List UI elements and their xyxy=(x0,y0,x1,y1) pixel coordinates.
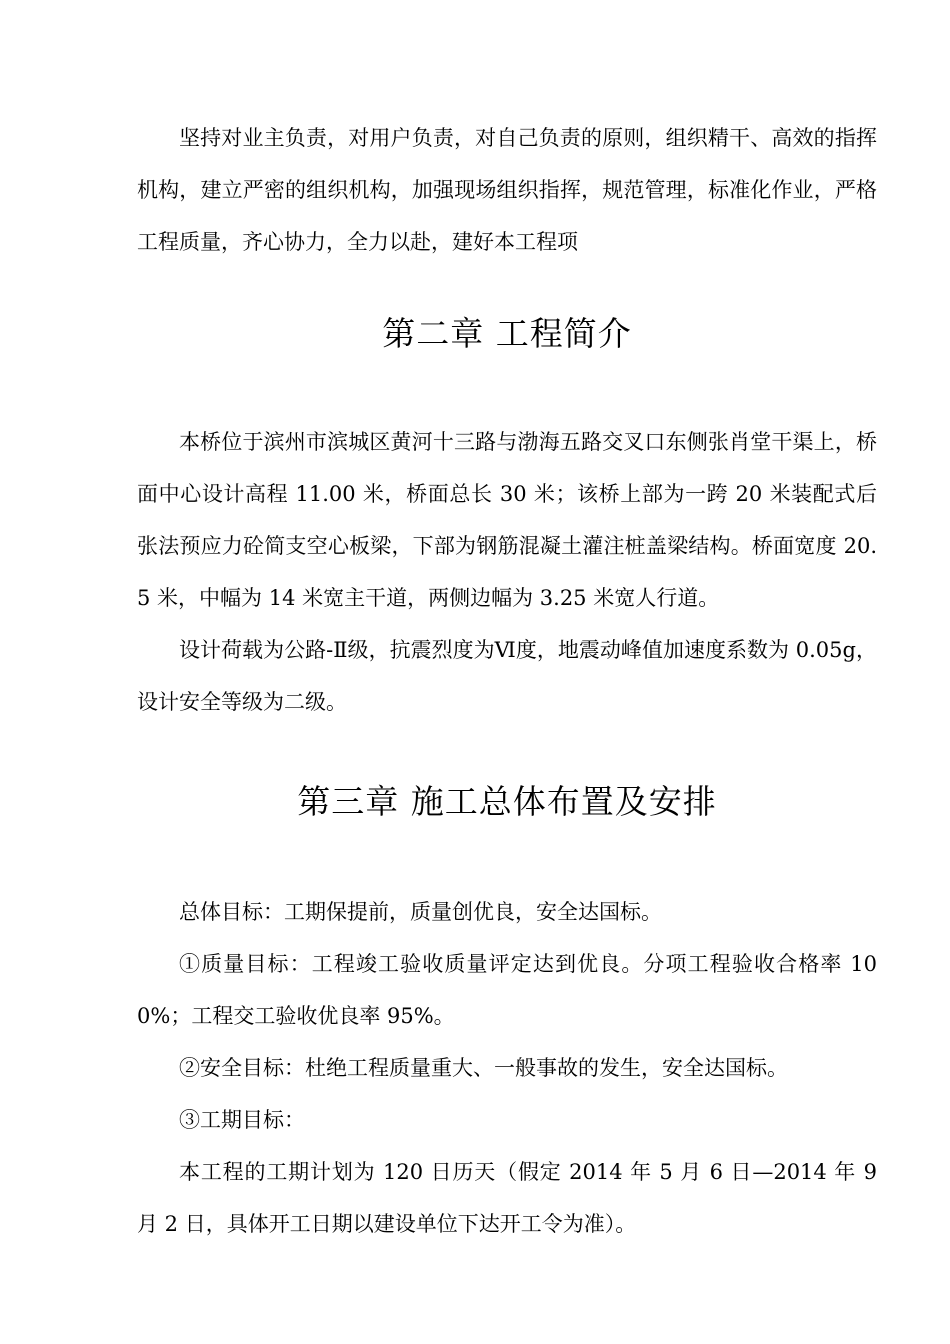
bridge-description-paragraph: 本桥位于滨州市滨城区黄河十三路与渤海五路交叉口东侧张肖堂干渠上，桥面中心设计高程 11.00 米，桥面总长 30 米；该桥上部为一跨 20 米装配式后张法预应力砼简支空心板梁，下部为钢筋混凝土灌注桩盖梁结构。桥面宽度 20.5 米，中幅为 14 米宽主干道，两侧边幅为 3.25 米宽人行道。 xyxy=(137,430,877,610)
intro-paragraph: 坚持对业主负责，对用户负责，对自己负责的原则，组织精干、高效的指挥机构，建立严密的组织机构，加强现场组织指挥，规范管理，标准化作业，严格工程质量，齐心协力，全力以赴，建好本工程项 xyxy=(137,126,877,254)
chapter-3-heading: 第三章 施工总体布置及安排 xyxy=(297,782,717,821)
document-body xyxy=(137,112,877,1250)
design-load-paragraph: 设计荷载为公路-Ⅱ级，抗震烈度为Ⅵ度，地震动峰值加速度系数为 0.05g，设计安全等级为二级。 xyxy=(137,638,877,714)
schedule-goal-heading: ③工期目标： xyxy=(179,1108,305,1132)
overall-goal-paragraph: 总体目标：工期保提前，质量创优良，安全达国标。 xyxy=(179,900,662,924)
chapter-2-heading: 第二章 工程简介 xyxy=(382,314,632,353)
quality-goal-paragraph: ①质量目标：工程竣工验收质量评定达到优良。分项工程验收合格率 100%；工程交工验收优良率 95%。 xyxy=(137,952,877,1028)
safety-goal-paragraph: ②安全目标：杜绝工程质量重大、一般事故的发生，安全达国标。 xyxy=(179,1056,788,1080)
schedule-detail-paragraph: 本工程的工期计划为 120 日历天（假定 2014 年 5 月 6 日—2014 年 9 月 2 日，具体开工日期以建设单位下达开工令为准）。 xyxy=(137,1160,877,1236)
